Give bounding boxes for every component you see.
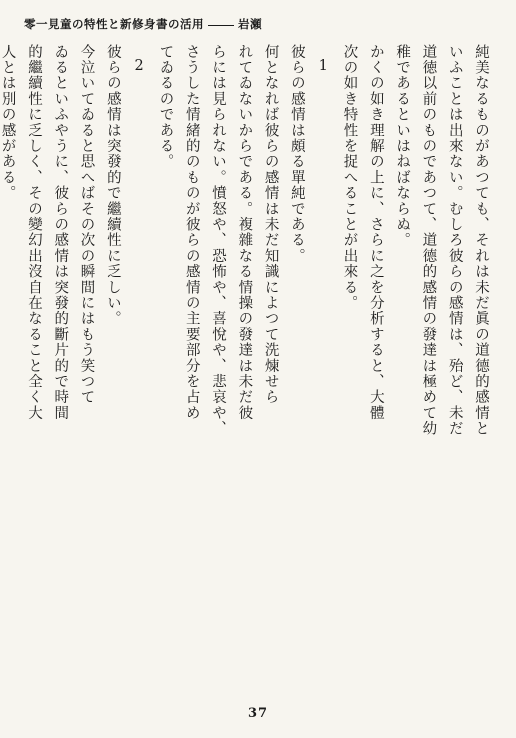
- vertical-body-text: [0, 44, 494, 699]
- text-line: さうした情緒的のものが彼らの感情の主要部分を占め: [183, 44, 200, 421]
- text-line: 道徳以前のものであつて、道德的感情の發達は極めて幼: [420, 44, 437, 437]
- running-header: [24, 16, 262, 32]
- text-line: かくの如き理解の上に、さらに之を分析すると、大體: [367, 44, 384, 421]
- text-line: 彼らの感情は頗る單純である。: [288, 44, 305, 264]
- text-line: れてゐないからである。複雜なる情操の發達は未だ彼: [236, 44, 253, 421]
- text-line: 次の如き特性を捉へることが出來る。: [341, 44, 358, 311]
- text-line: 純美なるものがあつても、それは未だ眞の道德的感情と: [473, 44, 489, 437]
- item-number: 2: [131, 58, 148, 76]
- text-line: 今泣いてゐると思へばその次の瞬間にはもう笑つて: [78, 44, 95, 406]
- text-line: ゐるといふやうに、彼らの感情は突發的斷片的で時間: [52, 44, 69, 421]
- item-number: 1: [315, 58, 332, 76]
- text-line: いふことは出來ない。むしろ彼らの感情は、殆ど、未だ: [446, 44, 463, 437]
- header-author: 岩瀬: [238, 17, 262, 31]
- text-line: 的繼續性に乏しく、その變幻出沒自在なること全く大: [25, 44, 42, 421]
- text-line: 稚であるといはねばならぬ。: [394, 44, 411, 249]
- header-dash: [208, 25, 234, 26]
- body-text-area: [0, 44, 494, 699]
- text-line: 彼らの感情は突發的で繼續性に乏しい。: [104, 44, 121, 327]
- page-number: 37: [247, 706, 269, 721]
- text-line: らには見られない。憤怒や、恐怖や、喜悅や、悲哀や、: [210, 44, 227, 437]
- text-line: てゐるのである。: [157, 44, 174, 170]
- header-title: 零一見童の特性と新修身書の活用: [24, 17, 204, 31]
- text-line: 何となれば彼らの感情は未だ知識によつて洗煉せら: [262, 44, 279, 406]
- text-line: 人とは別の感がある。: [0, 44, 16, 201]
